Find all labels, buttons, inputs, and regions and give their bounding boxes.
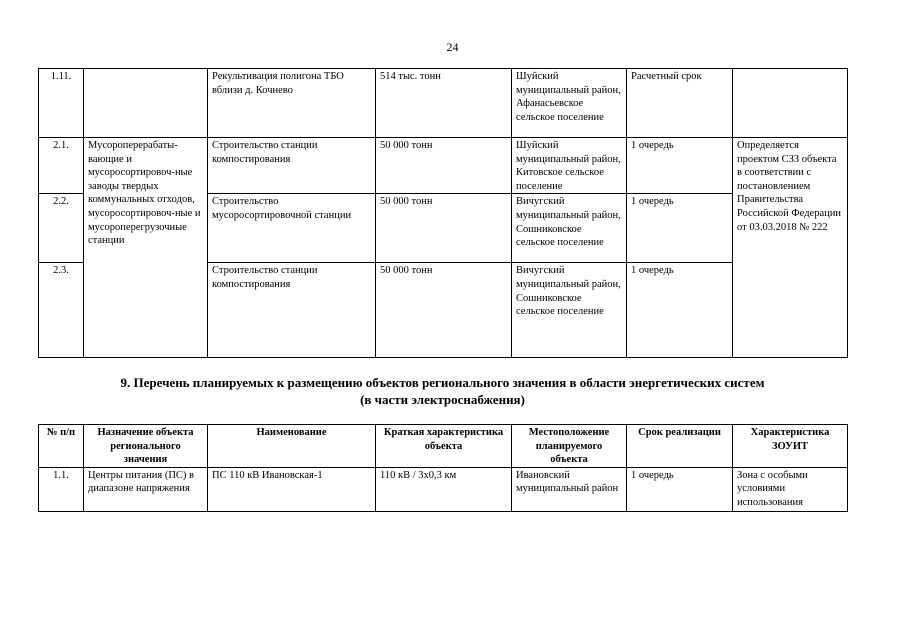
row-number: 2.2.: [39, 194, 84, 263]
header-zone: Характеристика ЗОУИТ: [733, 425, 848, 468]
object-location: Вичугский муниципальный район, Сошниковское сельское поселение: [512, 263, 627, 358]
header-characteristic: Краткая характеристика объекта: [376, 425, 512, 468]
implementation-term: Расчетный срок: [627, 69, 733, 138]
section-heading-line2: (в части электроснабжения): [360, 392, 525, 407]
table-header-row: [39, 425, 848, 468]
energy-objects-table: [38, 424, 848, 512]
table-row: [39, 69, 848, 138]
section-heading-line1: 9. Перечень планируемых к размещению объектов регионального значения в области энергетических систем: [120, 375, 765, 390]
row-number: 1.1.: [39, 467, 84, 511]
header-location: Местоположение планируемого объекта: [512, 425, 627, 468]
object-characteristic: 110 кВ / 3х0,3 км: [376, 467, 512, 511]
object-name: Строительство станции компостирования: [208, 263, 376, 358]
page-number: 24: [446, 40, 459, 54]
zone-characteristic: [733, 69, 848, 138]
object-characteristic: 50 000 тонн: [376, 194, 512, 263]
row-number: 1.11.: [39, 69, 84, 138]
objects-table-continued: [38, 68, 848, 358]
header-purpose: Назначение объекта регионального значения: [84, 425, 208, 468]
object-characteristic: 50 000 тонн: [376, 263, 512, 358]
implementation-term: 1 очередь: [627, 138, 733, 194]
group-zone-characteristic: Определяется проектом СЗЗ объекта в соответствии с постановлением Правительства Российской Федерации от 03.03.2018 № 222: [733, 138, 848, 358]
object-characteristic: 50 000 тонн: [376, 138, 512, 194]
object-name: Рекультивация полигона ТБО вблизи д. Кочнево: [208, 69, 376, 138]
group-purpose: Мусороперерабаты-вающие и мусоросортировоч-ные заводы твердых коммунальных отходов, мусоросортировоч-ные и мусороперегрузочные станции: [84, 138, 208, 358]
zone-characteristic: Зона с особыми условиями использования: [733, 467, 848, 511]
object-location: Шуйский муниципальный район, Китовское сельское поселение: [512, 138, 627, 194]
header-term: Срок реализации: [627, 425, 733, 468]
object-location: Ивановский муниципальный район: [512, 467, 627, 511]
implementation-term: 1 очередь: [627, 467, 733, 511]
object-name: Строительство мусоросортировочной станции: [208, 194, 376, 263]
object-name: ПС 110 кВ Ивановская-1: [208, 467, 376, 511]
object-location: Вичугский муниципальный район, Сошниковское сельское поселение: [512, 194, 627, 263]
header-num: № п/п: [39, 425, 84, 468]
row-number: 2.1.: [39, 138, 84, 194]
implementation-term: 1 очередь: [627, 194, 733, 263]
table-row: [39, 467, 848, 511]
implementation-term: 1 очередь: [627, 263, 733, 358]
table-row: [39, 138, 848, 194]
purpose-cell: [84, 69, 208, 138]
row-number: 2.3.: [39, 263, 84, 358]
section-heading: [38, 374, 847, 408]
object-location: Шуйский муниципальный район, Афанасьевское сельское поселение: [512, 69, 627, 138]
object-name: Строительство станции компостирования: [208, 138, 376, 194]
header-name: Наименование: [208, 425, 376, 468]
object-purpose: Центры питания (ПС) в диапазоне напряжения: [84, 467, 208, 511]
object-characteristic: 514 тыс. тонн: [376, 69, 512, 138]
